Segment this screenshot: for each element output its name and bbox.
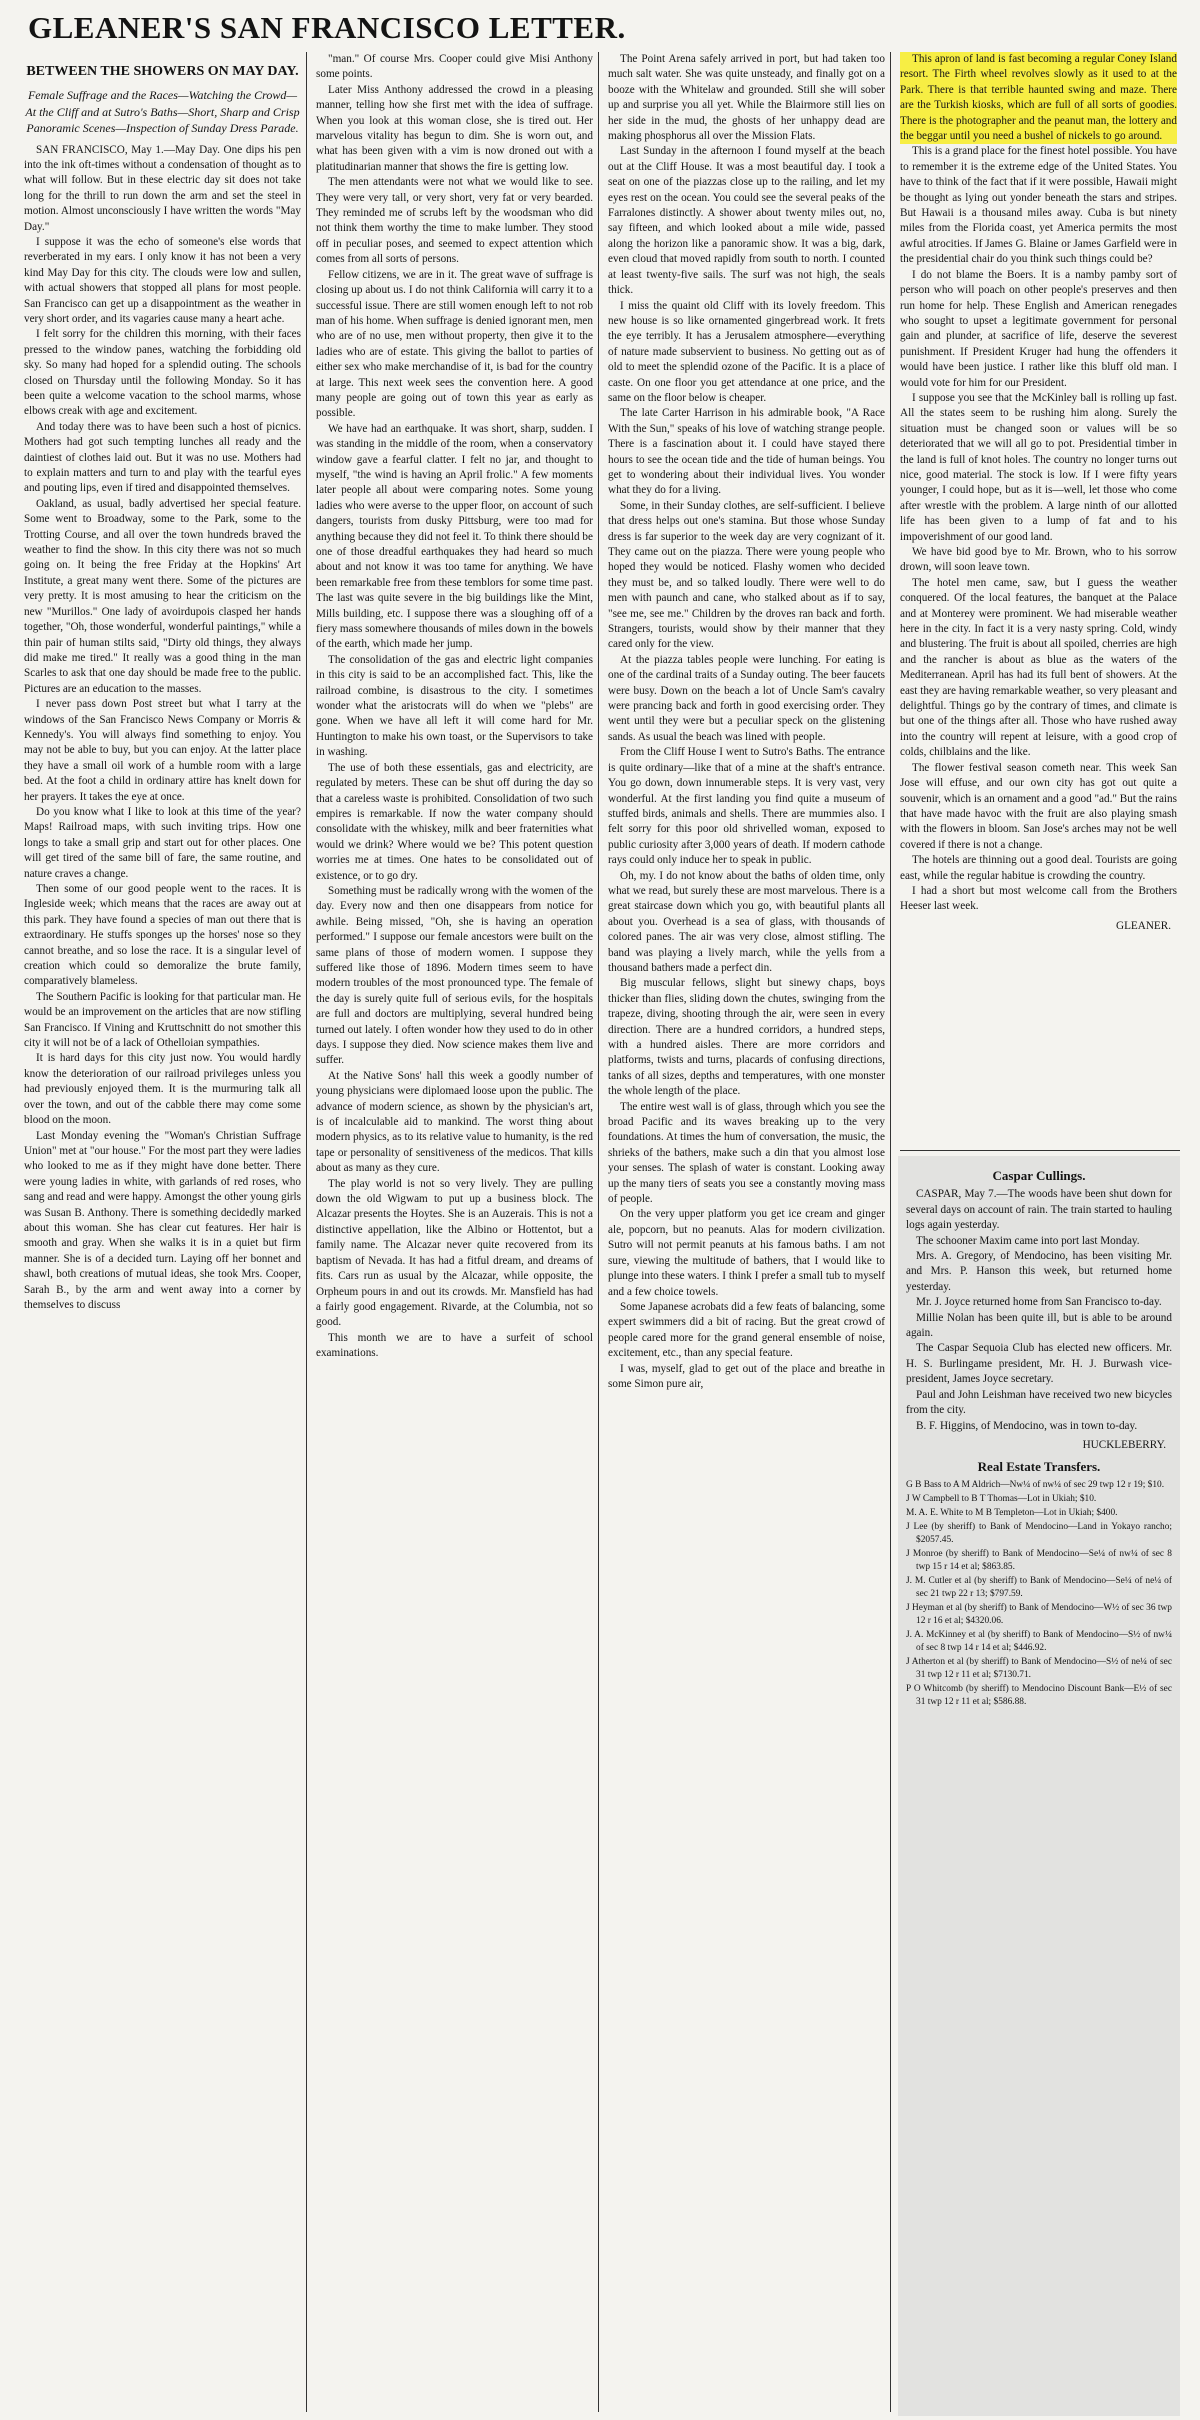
article-paragraph: I suppose it was the echo of someone's else words that reverberated in my ears. I only know it has not been a very kind May Day for this city. The clouds were low and sullen, with actual showers that stopped all plans for most people. San Francisco can get up a disappointment as the weather in very short order, and its vagaries cause many a heart ache. [24,235,301,325]
transfer-entry: J. M. Cutler et al (by sheriff) to Bank of Mendocino—Se¼ of ne¼ of sec 21 twp 22 r 13; $797.59. [906,1575,1172,1599]
article-column-3 [608,52,885,2414]
article-paragraph: I felt sorry for the children this morning, with their faces pressed to the window panes, watching the forbidding old sky. So many had hoped for a splendid outing. The schools closed on Thursday until the following Monday. So it has been quite a welcome vacation to the school marms, whose elbows creak with age and excitement. [24,328,301,418]
article-paragraph: Last Sunday in the afternoon I found myself at the beach out at the Cliff House. It was a most beautiful day. I took a seat on one of the piazzas close up to the railing, and let my eyes rest on the ocean. You could see the several peaks of the Farralones distinctly. A shower about twenty miles out, no, say fifteen, and which looked about a mile wide, passed along the horizon like a panoramic show. It was a big, dark, even cloud that moved rapidly from south to north. I counted at least twenty-five sails. The surf was not high, the seals thick. [608,145,885,297]
transfer-entry: J Monroe (by sheriff) to Bank of Mendocino—Se¼ of nw¼ of sec 8 twp 15 r 14 et al; $863.85. [906,1548,1172,1572]
article-column-4-body [900,144,1177,914]
column-rule [598,52,599,2412]
transfer-entry: J Lee (by sheriff) to Bank of Mendocino—Land in Yokayo rancho; $2057.45. [906,1521,1172,1545]
article-paragraph: This month we are to have a surfeit of school examinations. [316,1331,593,1360]
article-paragraph: The hotel men came, saw, but I guess the weather conquered. Of the local features, the banquet at the Palace and at Monterey were prominent. We had miserable weather here in the city. In fact it is a very nasty spring. Cold, windy and blustering. The fruit is about all spoiled, cherries are high and the rancher is about as blue as the waters of the Mediterranean. April has had its full bent of showers. At the east they are having remarkable weather, so very pleasant and delightful. Things go by the contrary of times, and climate is but one of the things after all. Those who have rushed away into the country will repent at leisure, with a good crop of colds, chilblains and the like. [900,576,1177,759]
article-paragraph: Later Miss Anthony addressed the crowd in a pleasing manner, telling how she first met with the idea of suffrage. When you look at this woman close, she is tired out. Her marvelous vitality has begun to dim. She is worn out, and what has been given with a vim is now droned out with a platitudinarian manner that shows the fire is getting low. [316,83,593,173]
article-paragraph: At the piazza tables people were lunching. For eating is one of the cardinal traits of a Sunday outing. The beer faucets were busy. Down on the beach a lot of Uncle Sam's cavalry were prancing back and forth in good exercising order. They went until they were but a peculiar speck on the glistening sands. As usual the beach was lined with people. [608,653,885,743]
column-rule [890,52,891,2412]
highlighted-paragraph: This apron of land is fast becoming a regular Coney Island resort. The Firth wheel revolves slowly as it used to at the Park. There is that terrible haunted swing and maze. There are the Turkish kiosks, which are full of all sorts of goodies. There is the photographer and the peanut man, the lottery and the beggar until you need a bushel of nickels to go around. [900,52,1177,144]
article-paragraph: The play world is not so very lively. They are pulling down the old Wigwam to put up a business block. The Alcazar presents the Hoytes. She is an Auzerais. This is not a distinctive appellation, like the Albino or Hottentot, but a family name. The Alcazar never quite recovered from its baptism of Nevada. It has had a fitful dream, and dreams of fits. Cars run as usual by the Alcazar, while opposite, the Orpheum pours in and out its crowds. Mr. Mansfield has had a fairly good engagement. Rivarde, at the Columbia, not so good. [316,1177,593,1329]
article-paragraph: I never pass down Post street but what I tarry at the windows of the San Francisco News Company or Morris & Kennedy's. You will always find something to enjoy. You may not be able to buy, but you can enjoy. At the latter place they have a small oil work of a humble room with a large bed. At the foot a child in ordinary attire has knelt down for her prayers. It takes the eye at once. [24,698,301,803]
article-paragraph: The late Carter Harrison in his admirable book, "A Race With the Sun," speaks of his love of watching strange people. There is a fascination about it. I could have stayed there hours to see the ocean tide and the tide of human beings. You get to wondering about their individual lives. You wonder what they do for a living. [608,407,885,497]
article-paragraph: The men attendants were not what we would like to see. They were very tall, or very short, very fat or very bearded. They reminded me of scrubs left by the woodsman who did not think them worthy the time to make lumber. They stood off in peculiar poses, and seemed to expect attention which comes from all sorts of persons. [316,176,593,266]
article-paragraph: Oh, my. I do not know about the baths of olden time, only what we read, but surely these are most marvelous. There is a great staircase down which you go, with beautiful plants all about you. Overhead is a sea of glass, with thousands of colored panes. The air was very close, almost stifling. The band was playing a lively march, while the yells from a thousand bathers made a perfect din. [608,869,885,974]
article-paragraph: Some Japanese acrobats did a few feats of balancing, some expert swimmers did a bit of racing. But the great crowd of people cared more for the grand general ensemble of noise, excitement, etc., than any special feature. [608,1300,885,1360]
article-paragraph: The hotels are thinning out a good deal. Tourists are going east, while the regular habitue is crowding the country. [900,854,1177,882]
caspar-paragraph: Mrs. A. Gregory, of Mendocino, has been visiting Mr. and Mrs. P. Hanson this week, but returned home yesterday. [906,1250,1172,1293]
section-rule [900,1150,1180,1151]
transfer-entry: J Atherton et al (by sheriff) to Bank of Mendocino—S½ of ne¼ of sec 31 twp 12 r 11 et al; $7130.71. [906,1656,1172,1680]
article-paragraph: "man." Of course Mrs. Cooper could give Misi Anthony some points. [316,53,593,81]
transfers-headline: Real Estate Transfers. [977,1459,1101,1475]
article-column-2-body [316,52,593,1362]
article-paragraph: Fellow citizens, we are in it. The great wave of suffrage is closing up about us. I do not think California will carry it to a successful issue. There are still women enough left to not rob man of his home. When suffrage is denied ignorant men, men who are of no use, men without property, then give it to the ladies who are of estate. This giving the ballot to parties of either sex who make merchandise of it, is bad for the country at large. This next week sees the convention here. A good many people are going out of town this year as early as possible. [316,268,593,420]
article-paragraph: The consolidation of the gas and electric light companies in this city is said to be an accomplished fact. This, like the railroad combine, is disastrous to the city. I sometimes wonder what the aristocrats will do when we "plebs" are gone. When we have all left it will come hard for Mr. Huntington to make his own toast, or the Supervisors to take in washing. [316,653,593,759]
column-rule [306,52,307,2412]
transfer-entry: J W Campbell to B T Thomas—Lot in Ukiah; $10. [906,1493,1097,1504]
caspar-paragraph: The schooner Maxim came into port last Monday. [916,1234,1140,1247]
article-deck: Female Suffrage and the Races—Watching the Crowd—At the Cliff and at Sutro's Baths—Short, Sharp and Crisp Panoramic Scenes—Inspection of Sunday Dress Parade. [25,88,300,135]
transfer-entry: J. A. McKinney et al (by sheriff) to Bank of Mendocino—S½ of nw¼ of sec 8 twp 14 r 14 et al; $446.92. [906,1629,1172,1653]
caspar-body [906,1187,1172,1434]
article-column-3-body [608,52,885,1392]
article-paragraph: Big muscular fellows, slight but sinewy chaps, boys thicker than flies, sliding down the chutes, swinging from the trapeze, diving, shooting through the air, were seen in every direction. There are a hundred corridors, a hundred steps, with a hundred aisles. There are more corridors and platforms, twists and turns, placards of confusing directions, tanks of all sizes, depths and temperatures, with one monster the whole length of the place. [608,977,885,1098]
article-paragraph: We have bid good bye to Mr. Brown, who to his sorrow drown, will soon leave town. [900,546,1177,574]
article-paragraph: Last Monday evening the "Woman's Christian Suffrage Union" met at "our house." For the most part they were ladies who looked to me as if they might have done better. There were young ladies in white, with garlands of red roses, who sang and read and were happy. Amongst the other young girls was Susan B. Anthony. There is something decidedly marked about this woman. She has clear cut features. Her hair is smooth and gray. When she walks it is in a quiet but firm manner. She is of a decided turn. Laying off her bonnet and shawl, both creations of mutual ideas, she took Mrs. Cooper, Sarah B., by the arm and went away into a corner by themselves to discuss [24,1129,301,1311]
article-paragraph: I suppose you see that the McKinley ball is rolling up fast. All the states seem to be rushing him along. Surely the situation must be changed soon or values will be so deteriorated that we will all go to pot. Presidential timber in the land is full of knot holes. The country no longer turns out nice, good material. The stock is low. If I were fifty years younger, I could hope, but as it is—well, let those who come after wrestle with the problem. A large ninth of our allotted life has been given to a lump of fat and to his impoverishment of our good land. [900,391,1177,543]
caspar-headline: Caspar Cullings. [992,1168,1086,1183]
article-column-2 [316,52,593,2414]
caspar-paragraph: Millie Nolan has been quite ill, but is able to be around again. [906,1311,1172,1340]
article-signature: GLEANER. [1116,919,1171,932]
article-paragraph: Then some of our good people went to the races. It is Ingleside week; which means that the races are away out at this park. They have found a species of man out there that is extraordinary. He stuffs sponges up the horses' nose so they cannot breathe, and so lose the race. It is a singular level of creation which could so demoralize the brute family, comparatively blameless. [24,883,301,988]
caspar-paragraph: B. F. Higgins, of Mendocino, was in town to-day. [916,1419,1138,1432]
article-paragraph: From the Cliff House I went to Sutro's Baths. The entrance is quite ordinary—like that of a mine at the shaft's entrance. You go down, down innumerable steps. It is very vast, very wonderful. At the first landing you find quite a museum of stuffed birds, animals and shells. There are mummies also. I felt sorry for this poor old shrivelled woman, exposed to public curiosity after 3,000 years of death. If modern cathode rays could only induce her to speak in public. [608,746,885,867]
masthead: GLEANER'S SAN FRANCISCO LETTER. [28,10,626,45]
article-paragraph: The Point Arena safely arrived in port, but had taken too much salt water. She was quite unsteady, and finally got on a booze with the Whitelaw and grounded. Still she will sober up and surprise you all yet. While the Blairmore still lies on her side in the mud, the ghosts of her unhappy dead are making phosphorus all over the Mission Flats. [608,53,885,143]
article-paragraph: Some, in their Sunday clothes, are self-sufficient. I believe that dress helps out one's stamina. But those whose Sunday dress is far superior to the week day are very cognizant of it. They came out on the piazza. There were young people who hoped they would be noticed. Flashy women who decided they must be, and so talked loudly. There were well to do men with paunch and cane, who stalked about as if to say, "see me, see me." Children by the droves ran back and forth. Strangers, tourists, would show by their manner that they cared only for the view. [608,499,885,651]
article-headline: BETWEEN THE SHOWERS ON MAY DAY. [26,64,299,79]
article-paragraph: This is a grand place for the finest hotel possible. You have to remember it is the extreme edge of the United States. You have to think of the fact that if it were possible, Hawaii might be thought as lying out yonder beneath the stars and stripes. But Hawaii is a thousand miles away. Cuba is but ninety miles from the Florida coast, yet America permits the most awful atrocities. If James G. Blaine or James Garfield were in the presidential chair do you think such things could be? [900,145,1177,266]
article-column-1 [24,52,301,2414]
article-paragraph: I was, myself, glad to get out of the place and breathe in some Simon pure air, [608,1362,885,1390]
article-paragraph: SAN FRANCISCO, May 1.—May Day. One dips his pen into the ink oft-times without a condensation of thought as to what will follow. But in these electric day sit does not take long for the thrill to run down the arm and set the steel in motion. Almost unconsciously I have written the words "May Day." [24,143,301,233]
article-paragraph: The use of both these essentials, gas and electricity, are regulated by meters. These can be shut off during the day so that a careless waste is prohibited. Consolidation of two such empires is remarkable. If now the water company should consolidate with the whiskey, milk and beer fraternities what would we drink? Where would we be? This potent question worries me at times. One hates to be consolidated out of existence, or to go dry. [316,761,593,882]
caspar-cullings-section [898,1156,1180,2416]
article-paragraph: The entire west wall is of glass, through which you see the broad Pacific and its waves breaking up to the very foundations. At times the hum of conversation, the music, the shrieks of the bathers, make such a din that you almost lose your senses. The splash of water is constant. Looking away up the many tiers of seats you see a constantly moving mass of people. [608,1100,885,1206]
article-paragraph: Do you know what I like to look at this time of the year? Maps! Railroad maps, with such inviting trips. How one longs to take a small grip and start out for other places. One will get tired of the same bill of fare, the same routine, and nature craves a change. [24,805,301,880]
caspar-paragraph: Paul and John Leishman have received two new bicycles from the city. [906,1388,1172,1417]
article-paragraph: I miss the quaint old Cliff with its lovely freedom. This new house is so like ornamented gingerbread work. It frets the eye terribly. It has a Jerusalem atmosphere—everything of nature made subservient to business. No getting out as of old to meet the splendid ozone of the Pacific. It is a place of caste. On one floor you get attendance at one price, and the same on the floor below is cheaper. [608,299,885,404]
transfer-entry: M. A. E. White to M B Templeton—Lot in Ukiah; $400. [906,1507,1118,1518]
caspar-paragraph: CASPAR, May 7.—The woods have been shut down for several days on account of rain. The train started to hauling logs again yesterday. [906,1188,1172,1232]
article-paragraph: And today there was to have been such a host of picnics. Mothers had got such tempting lunches all ready and the daintiest of clothes laid out. But it was no use. Mothers had to explain matters and turn to and play with the tearful eyes and pouting lips, even if tired and disappointed themselves. [24,420,301,495]
real-estate-transfers [906,1479,1172,1709]
article-paragraph: The Southern Pacific is looking for that particular man. He would be an improvement on the articles that are now stifling San Francisco. If Vining and Kruttschnitt do not smother this city it will not be of a lack of Othelloian sympathies. [24,990,301,1050]
caspar-paragraph: The Caspar Sequoia Club has elected new officers. Mr. H. S. Burlingame president, Mr. H. J. Burwash vice-president, James Joyce secretary. [906,1342,1172,1386]
article-paragraph: At the Native Sons' hall this week a goodly number of young physicians were diplomaed loose upon the public. The advance of modern science, as shown by the physician's art, is of incalculable aid to mankind. The worst thing about modern physics, as to its relative value to humanity, is the red tape or personality of sensitiveness of the medicos. That kills about as many as they cure. [316,1069,593,1175]
transfer-entry: P O Whitcomb (by sheriff) to Mendocino Discount Bank—E½ of sec 31 twp 12 r 11 et al; $586.88. [906,1683,1172,1707]
article-paragraph: The flower festival season cometh near. This week San Jose will effuse, and our own city has got out quite a souvenir, which is an ornament and a good "ad." But the rains that have made havoc with the fruit are also playing smash with the flowers in bloom. San Jose's arches may not be well covered if there is not a change. [900,761,1177,851]
article-paragraph: Something must be radically wrong with the women of the day. Every now and then one disappears from notice for awhile. Being missed, "Oh, she is having an operation performed." I suppose our female ancestors were built on the same plans of those of modern women. I suppose they suffered like those of 1896. Modern times seem to have modern troubles of the most pronounced type. The female of the day is surely quite full of serious evils, for the hospitals are full and doctors are multiplying, several hundred being turned out lately. I often wonder how they used to do in other days. I suppose they died. Now science makes them live and suffer. [316,884,593,1067]
caspar-paragraph: Mr. J. Joyce returned home from San Francisco to-day. [916,1296,1162,1309]
transfer-entry: G B Bass to A M Aldrich—Nw¼ of nw¼ of sec 29 twp 12 r 19; $10. [906,1479,1165,1490]
transfer-entry: J Heyman et al (by sheriff) to Bank of Mendocino—W½ of sec 36 twp 12 r 16 et al; $4320.06. [906,1602,1172,1626]
article-paragraph: It is hard days for this city just now. You would hardly know the deterioration of our railroad privileges unless you had previously enjoyed them. It is the murmuring talk all over the town, and out of the cabble there may come some blood on the moon. [24,1052,301,1127]
article-paragraph: I had a short but most welcome call from the Brothers Heeser last week. [900,884,1177,913]
article-paragraph: I do not blame the Boers. It is a namby pamby sort of person who will poach on other people's preserves and then run home for help. These English and American renegades who sought to upset a legitimate government for personal gain and plunder, at sacrifice of life, deserve the severest punishment. If President Kruger had hung the offenders it would have been justice. I rather like this bluff old man. I would vote for him for our President. [900,268,1177,389]
caspar-signature: HUCKLEBERRY. [1082,1438,1166,1451]
article-column-4 [900,52,1177,1152]
article-paragraph: We have had an earthquake. It was short, sharp, sudden. I was standing in the middle of the room, when a conservatory window gave a fearful clatter. I felt no jar, and thought to myself, "the wind is having an April frolic." A few moments later people all about were comparing notes. Some young ladies who were averse to the upper floor, on account of such dangers, tourists from dusky Pittsburg, were too mad for anything because they did not feel it. To think there should be one of those dreadful earthquakes they had heard so much about and not know it was too tame for anything. We have been remarkable free from these temblors for some time past. The last was quite severe in the big buildings like the Mint, Mills building, etc. I suppose there was a sloughing off of a fiery mass somewhere thousands of miles down in the bowels of the earth, which made her jump. [316,422,593,651]
article-paragraph: Oakland, as usual, badly advertised her special feature. Some went to Broadway, some to the Park, some to the Trotting Course, and all over the town hundreds braved the weather to find the show. In this city there was not so much going on. It being the free Friday at the Hopkins' Art Institute, a great many went there. Some of the pictures are very pretty. It is most amusing to hear the criticism on the new "Murillos." One lady of avoirdupois clasped her hands together, "Oh, those wonderful, wonderful paintings," while a thin pair of human stilts said, "Dirty old things, they always did make me tired." It really was a good thing in the man Scarles to ask that one day should be made free to the public. Pictures are an education to the masses. [24,497,301,695]
article-column-1-body [24,143,301,1314]
article-paragraph: On the very upper platform you get ice cream and ginger ale, popcorn, but no peanuts. Alas for modern civilization. Sutro will not permit peanuts at his famous baths. I am not sure, viewing the multitude of bathers, that I would like to plunge into these waters. I think I prefer a small tub to myself and a few choice towels. [608,1208,885,1298]
